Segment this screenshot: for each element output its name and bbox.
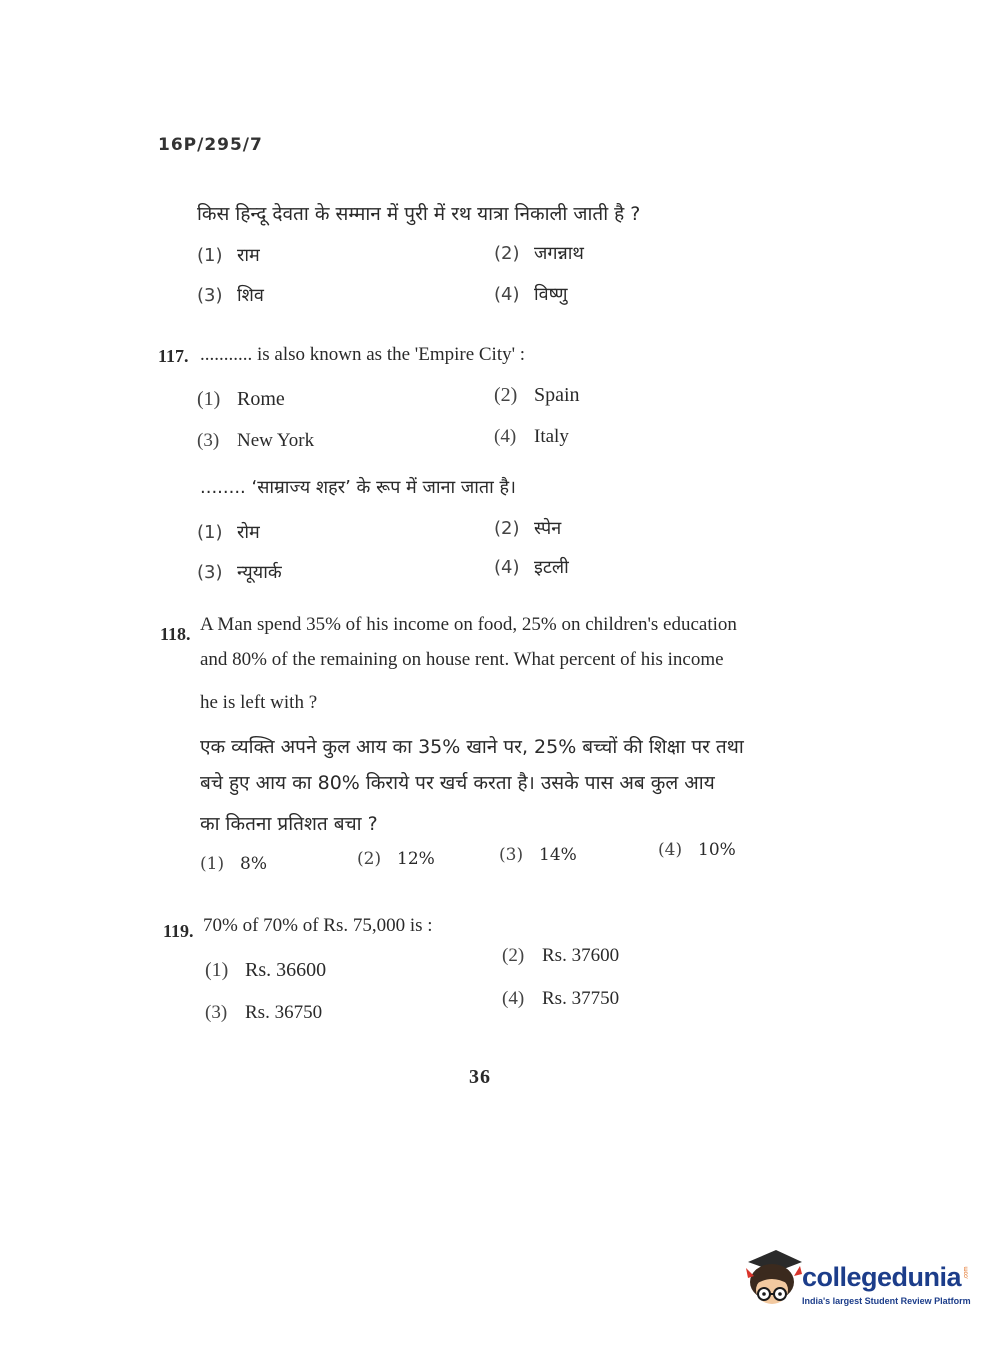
option-number: (1) xyxy=(197,388,221,410)
paper-code: 16P/295/7 xyxy=(158,135,263,155)
option-text: Rs. 37600 xyxy=(542,945,620,966)
page-number: 36 xyxy=(469,1066,491,1088)
option-number: (2) xyxy=(494,243,520,264)
option-number: (4) xyxy=(502,988,525,1009)
option-text: शिव xyxy=(237,285,264,306)
q117-hindi-option-1 xyxy=(197,520,260,544)
q118-text-line-3: he is left with ? xyxy=(200,692,318,713)
logo-name: collegedunia xyxy=(802,1262,962,1292)
option-number: (3) xyxy=(499,845,524,865)
q118-text-line-2: and 80% of the remaining on house rent. What percent of his income xyxy=(200,649,724,670)
option-text: स्पेन xyxy=(534,518,562,539)
q116-option-3 xyxy=(197,283,264,307)
q119-option-4 xyxy=(502,988,619,1010)
logo-tagline: India's largest Student Review Platform xyxy=(802,1296,971,1306)
option-text: 12% xyxy=(397,849,435,869)
option-number: (1) xyxy=(200,854,225,874)
option-number: (4) xyxy=(658,840,683,860)
q117-option-1 xyxy=(197,388,285,411)
option-number: (3) xyxy=(197,285,223,306)
q117-number: 117. xyxy=(158,346,189,366)
option-text: Rs. 36750 xyxy=(245,1002,323,1023)
q116-hindi-text: किस हिन्दू देवता के सम्मान में पुरी में रथ यात्रा निकाली जाती है ? xyxy=(197,203,641,225)
q118-text-line-1: A Man spend 35% of his income on food, 25% on children's education xyxy=(200,614,737,635)
option-text: Spain xyxy=(534,384,580,406)
option-text: रोम xyxy=(237,522,260,543)
option-number: (3) xyxy=(197,562,223,583)
option-text: Rs. 36600 xyxy=(245,959,327,981)
option-text: Rs. 37750 xyxy=(542,988,620,1009)
q118-number: 118. xyxy=(160,624,191,644)
option-number: (3) xyxy=(205,1002,228,1023)
q118-option-1 xyxy=(200,854,267,874)
q119-option-2 xyxy=(502,945,619,967)
option-text: विष्णु xyxy=(534,284,568,305)
q117-option-3 xyxy=(197,430,314,452)
q117-hindi-option-4 xyxy=(494,555,569,579)
option-text: 14% xyxy=(539,845,577,865)
q118-option-2 xyxy=(357,849,435,869)
q118-hindi-line-3: का कितना प्रतिशत बचा ? xyxy=(200,813,378,835)
q118-option-4 xyxy=(658,840,736,860)
option-number: (2) xyxy=(357,849,382,869)
option-number: (4) xyxy=(494,284,520,305)
option-number: (2) xyxy=(494,518,520,539)
q116-option-2 xyxy=(494,241,584,265)
option-text: इटली xyxy=(534,557,569,578)
option-text: 8% xyxy=(240,854,267,874)
option-number: (1) xyxy=(197,522,223,543)
q119-option-3 xyxy=(205,1002,322,1024)
logo-domain: .com xyxy=(963,1266,970,1280)
option-number: (2) xyxy=(494,384,518,406)
option-number: (1) xyxy=(197,245,223,266)
q117-option-4 xyxy=(494,426,569,448)
option-text: 10% xyxy=(698,840,736,860)
option-number: (2) xyxy=(502,945,525,966)
q117-hindi-text: ........ ‘साम्राज्य शहर’ के रूप में जाना जाता है। xyxy=(200,477,516,498)
q117-option-2 xyxy=(494,384,580,407)
q119-text: 70% of 70% of Rs. 75,000 is : xyxy=(203,915,433,936)
q119-option-1 xyxy=(205,959,326,982)
q117-text: ........... is also known as the 'Empire City' : xyxy=(200,344,526,365)
q116-option-4 xyxy=(494,282,567,306)
option-number: (4) xyxy=(494,426,517,447)
q118-option-3 xyxy=(499,845,577,865)
q119-number: 119. xyxy=(163,921,194,941)
q118-hindi-line-1: एक व्यक्ति अपने कुल आय का 35% खाने पर, 25% बच्चों की शिक्षा पर तथा xyxy=(200,736,744,758)
q118-hindi-line-2: बचे हुए आय का 80% किराये पर खर्च करता है। उसके पास अब कुल आय xyxy=(200,772,715,794)
option-text: New York xyxy=(237,430,315,451)
q116-option-1 xyxy=(197,243,260,267)
option-text: जगन्नाथ xyxy=(534,243,584,264)
q117-hindi-option-2 xyxy=(494,516,561,540)
option-text: Italy xyxy=(534,426,569,447)
option-number: (1) xyxy=(205,959,229,981)
option-text: न्यूयार्क xyxy=(237,562,282,583)
option-text: राम xyxy=(237,245,260,266)
option-number: (3) xyxy=(197,430,220,451)
option-text: Rome xyxy=(237,388,285,410)
q117-hindi-option-3 xyxy=(197,560,282,584)
option-number: (4) xyxy=(494,557,520,578)
